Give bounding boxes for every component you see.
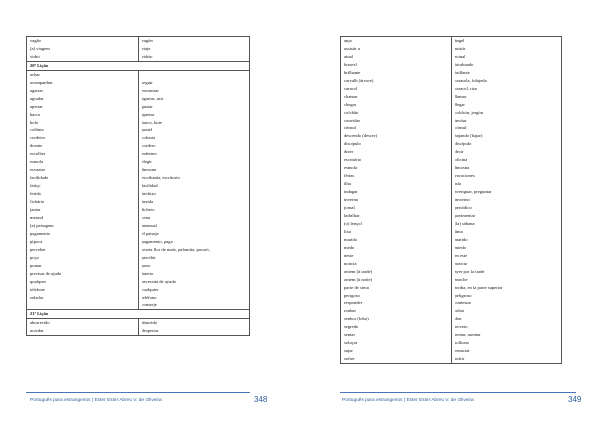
spanish-column (138, 70, 250, 310)
portuguese-word: telefone (30, 286, 45, 292)
portuguese-word: facilidade (30, 175, 49, 181)
spanish-word: mensual (141, 222, 157, 228)
portuguese-word: achar (30, 71, 40, 77)
spanish-word: el paisaje (141, 230, 159, 236)
portuguese-word: qualquer (30, 278, 47, 284)
spanish-word: sentar, asentar (454, 332, 481, 338)
spanish-word: don (454, 316, 462, 322)
portuguese-word: acordar (30, 328, 44, 334)
spanish-word: llamar (454, 93, 467, 99)
spanish-word: cualquier (141, 286, 159, 292)
spanish-word: carasola, fulajeda (454, 77, 487, 83)
portuguese-word: noticia (344, 260, 357, 266)
portuguese-word: apertar (30, 103, 43, 109)
vocabulary-row (27, 37, 250, 62)
portuguese-word: ilha (344, 181, 351, 187)
page-number-right: 349 (568, 395, 582, 404)
portuguese-word: esmola (30, 159, 44, 165)
footer-text-left: Português para estrangeiros | Ester Ester Abreu V. de Oliveira (30, 398, 162, 403)
spanish-word: teléfono (141, 294, 157, 300)
portuguese-column (341, 37, 452, 364)
portuguese-word: indagar (344, 189, 358, 195)
spanish-word: enfermo (141, 151, 157, 157)
spanish-word: fichero (141, 207, 155, 213)
portuguese-word: chamar (344, 93, 358, 99)
portuguese-word: perceber (30, 246, 46, 252)
vocabulary-table-right (340, 36, 562, 364)
portuguese-word: agradar (30, 95, 44, 101)
spanish-word: periódico (454, 205, 472, 211)
portuguese-word: medo (344, 244, 355, 250)
portuguese-word: jantar (30, 207, 41, 213)
footer-text-right: Português para estrangeiros | Ester Ester Abreu V. de Oliveira (342, 398, 474, 403)
spanish-word: hechizo (141, 191, 156, 197)
spanish-word: roseta flor de maíz, palomita, pororó, (141, 246, 210, 252)
portuguese-word: escritório (344, 157, 362, 163)
spanish-column (451, 37, 562, 364)
portuguese-word: parte de cima (344, 284, 369, 290)
spanish-word: caracol, rizo (454, 85, 478, 91)
spanish-word: elegir (141, 159, 152, 165)
spanish-word: bicabuado (454, 61, 474, 67)
spanish-word: colonia (141, 135, 156, 141)
portuguese-word: acompanhar (30, 79, 53, 85)
spanish-word: necessita de ayuda (141, 278, 176, 284)
portuguese-word: zelador (30, 294, 44, 300)
portuguese-word: doente (30, 143, 43, 149)
portuguese-word: (a) viagem (30, 45, 50, 51)
portuguese-word: sentar (344, 332, 355, 338)
portuguese-word: bissexl (344, 61, 357, 67)
spanish-word: bajando (bajar) (454, 133, 483, 139)
spanish-word: colchón, jergón (454, 109, 483, 115)
portuguese-word: esvaziar (30, 167, 46, 173)
portuguese-word: sujar (344, 348, 353, 354)
spanish-word: despertar (141, 328, 159, 334)
portuguese-word: jornal (344, 205, 355, 211)
portuguese-word: precisar de ajuda (30, 270, 62, 276)
spanish-word: averiguar, preguntar (454, 189, 492, 195)
portuguese-word: ontem (à noite) (344, 276, 373, 282)
portuguese-word: (o) lençol (344, 220, 362, 226)
spanish-word: invitar (454, 117, 467, 123)
portuguese-word: caracol (344, 85, 358, 91)
spanish-word: ángel (454, 38, 465, 43)
portuguese-word: vagão (30, 38, 41, 43)
spanish-word: limosna (454, 165, 470, 171)
portuguese-word: descendo (descer) (344, 133, 378, 139)
spanish-word: cónsul (454, 125, 467, 131)
spanish-word: llegar (454, 101, 465, 107)
section-title: 20ª Lição (27, 61, 250, 70)
spanish-word: pagamento, pago (141, 238, 173, 244)
spanish-word: anoche (454, 276, 468, 282)
portuguese-word: chegar (344, 101, 357, 107)
vocabulary-table-left (26, 36, 250, 336)
spanish-word: percibir (141, 254, 156, 260)
spanish-column (138, 37, 250, 62)
portuguese-word: poço (30, 254, 39, 260)
spanish-word: pastel (141, 127, 153, 133)
spanish-word: conserje (141, 302, 157, 308)
spanish-word: vagón (141, 38, 153, 43)
spanish-word: ayer por la tarde (454, 268, 485, 274)
portuguese-word: cordeiro (30, 135, 46, 141)
spanish-word: asistir (454, 45, 466, 51)
spanish-word: decir (454, 149, 464, 155)
spanish-word: pavimentar (454, 212, 476, 218)
spanish-word: arriba, en la parte superior (454, 284, 503, 290)
spanish-word: escribanía, escritorio (141, 175, 180, 181)
spanish-word: invierno (454, 197, 470, 203)
portuguese-word: (a) paisagem (30, 222, 54, 228)
portuguese-word: ladrilhar (344, 212, 360, 218)
portuguese-word: fatiço (30, 183, 41, 189)
spanish-word: seguir (141, 79, 153, 85)
portuguese-word: pagamento (30, 230, 51, 236)
spanish-word: lima (454, 228, 463, 234)
spanish-word: contestar (454, 300, 472, 306)
spanish-word (142, 71, 247, 79)
spanish-word: pozo (141, 262, 151, 268)
portuguese-word: discípulo (344, 141, 361, 147)
page-number-left: 348 (254, 395, 268, 404)
portuguese-word: vidro (30, 53, 40, 59)
spanish-word: robar (454, 308, 465, 314)
portuguese-word: barco (30, 111, 41, 117)
portuguese-word: mesaul (30, 214, 44, 220)
portuguese-word: esmola (344, 165, 358, 171)
vocabulary-row (27, 70, 250, 310)
spanish-word: sollozar (454, 340, 470, 346)
spanish-word: cordero (141, 143, 156, 149)
portuguese-word: fichário (30, 199, 45, 205)
spanish-word: ensuciar (454, 348, 470, 354)
spanish-word: vacaciones (454, 173, 475, 179)
section-row (27, 310, 250, 319)
spanish-word: barco, bote (141, 119, 162, 125)
portuguese-word: cônsul (344, 125, 356, 131)
spanish-word: brillante (454, 69, 470, 75)
spanish-word: gustar (141, 103, 153, 109)
portuguese-word: ontem (à tarde) (344, 268, 373, 274)
portuguese-word: bolo (30, 119, 39, 125)
portuguese-column (27, 37, 139, 62)
portuguese-word: neste (344, 252, 354, 258)
portuguese-word: pipoca (30, 238, 43, 244)
portuguese-word: agarrar (30, 87, 44, 93)
portuguese-word: senhor (lobo) (344, 316, 369, 322)
portuguese-word: dizer (344, 149, 354, 155)
spanish-word: facilidad (141, 183, 158, 189)
spanish-word: actual (454, 53, 466, 59)
portuguese-word: marido (344, 236, 358, 242)
spanish-word: discípulo (454, 141, 472, 147)
vocabulary-row (27, 319, 250, 336)
portuguese-word: ferida (30, 191, 41, 197)
spanish-word: cena (141, 214, 150, 220)
portuguese-word: brilhante (344, 69, 361, 75)
spanish-word: agarrar, asir (141, 95, 164, 101)
portuguese-word: colchão (344, 109, 359, 115)
portuguese-word: responder (344, 300, 363, 306)
portuguese-word: férias (344, 173, 355, 179)
portuguese-word: escolher (30, 151, 46, 157)
spanish-word: sufrir (454, 356, 465, 362)
portuguese-word: sofrer (344, 356, 355, 362)
portuguese-column (27, 70, 139, 310)
portuguese-word: pomar (30, 262, 42, 268)
spanish-word: peligroso (454, 292, 472, 298)
spanish-word: encontrar (141, 87, 159, 93)
spanish-word: secreto (454, 324, 468, 330)
spanish-word: apretar (141, 111, 155, 117)
portuguese-word: convidar (344, 117, 361, 123)
portuguese-column (27, 319, 139, 336)
spanish-word: en este (454, 252, 468, 258)
portuguese-word: soluçar (344, 340, 358, 346)
spanish-word: viaje (141, 45, 151, 51)
portuguese-word: inverno (344, 197, 359, 203)
spanish-word: huerto (141, 270, 154, 276)
portuguese-word: perigoso (344, 292, 360, 298)
section-title: 21ª Lição (27, 310, 250, 319)
portuguese-word: carvalh (árvore) (344, 77, 374, 83)
spanish-word: limosna (141, 167, 157, 173)
portuguese-word: roubar (344, 308, 356, 314)
portuguese-word: lixa (344, 228, 351, 234)
footer-rule-left (26, 392, 250, 393)
portuguese-word: anjo (344, 38, 352, 43)
spanish-word: oficina (454, 157, 468, 163)
spanish-column (138, 319, 250, 336)
portuguese-word: atual (344, 53, 353, 59)
vocabulary-row (341, 37, 562, 364)
section-row (27, 61, 250, 70)
spanish-word: vidrio (141, 53, 153, 59)
portuguese-word: colônia (30, 127, 44, 133)
spanish-word: isla (454, 181, 461, 187)
spanish-word: marido (454, 236, 468, 242)
portuguese-word: segredo (344, 324, 359, 330)
portuguese-word: aborrecido (30, 320, 50, 326)
footer-rule-right (340, 392, 576, 393)
spanish-word: herida (141, 199, 153, 205)
spanish-word: aburrido (141, 320, 158, 326)
spanish-word: noticia (454, 260, 468, 266)
spanish-word: (la) sábana (454, 220, 475, 226)
portuguese-word: assistir a (344, 45, 360, 51)
spanish-word: miedo (454, 244, 466, 250)
